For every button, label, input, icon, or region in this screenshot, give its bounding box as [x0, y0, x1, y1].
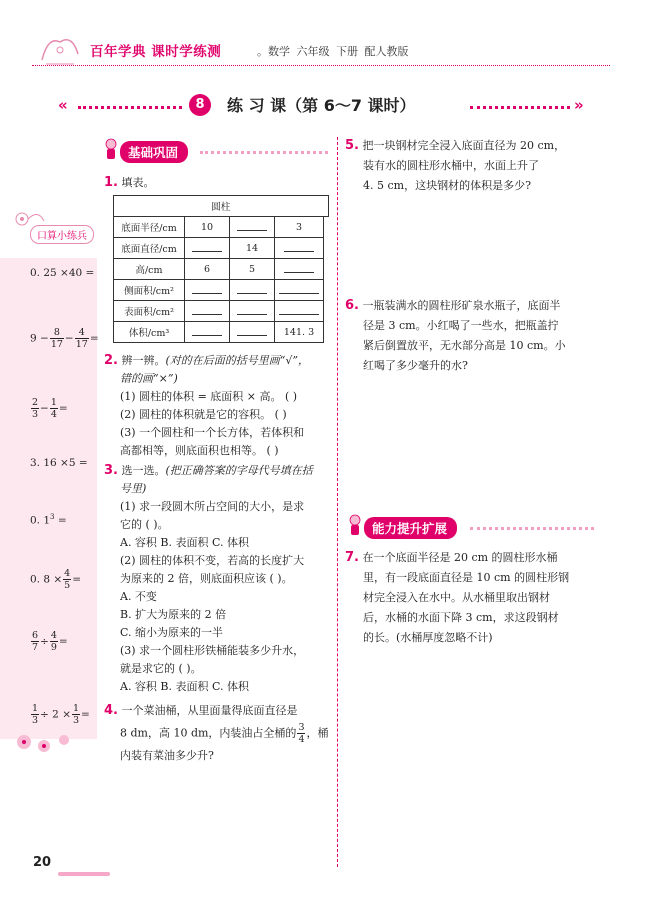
- lesson-number-badge: 8: [189, 94, 211, 116]
- mascot-icon-2: [346, 514, 364, 539]
- flower-decoration-icon: [4, 728, 94, 761]
- lesson-title: 练 习 课（第 6～7 课时）: [227, 96, 416, 115]
- q6: 6. 一瓶装满水的圆柱形矿泉水瓶子，底面半 径是 3 cm。小红喝了一些水，把瓶盖拧 紧后倒置放平，无水部分高是 10 cm。小 红喝了多少毫升的水?: [345, 298, 566, 372]
- brand-logo-icon: [32, 30, 88, 66]
- page-number: 20: [33, 855, 52, 870]
- section-advanced-dots: [470, 527, 594, 530]
- drill-7: $\frac{6}{7}$ ÷ $\frac{4}{9}$ =: [32, 630, 68, 653]
- q7: 7. 在一个底面半径是 20 cm 的圆柱形水桶 里，有一段底面直径是 10 cm 的圆柱形钢 材完全浸入在水中。从水桶里取出钢材 后，水桶的水面下降 3 cm，求这段钢材 的长。(水桶厚度忽略不计): [345, 550, 570, 644]
- drill-8: $\frac{1}{3}$ ÷ 2 × $\frac{1}{3}$ =: [32, 703, 90, 726]
- table-row: 表面积/cm²: [114, 301, 329, 322]
- drill-6: 0. 8 × $\frac{4}{5}$ =: [30, 568, 82, 591]
- q4: 4. 一个菜油桶，从里面量得底面直径是 8 dm，高 10 dm，内装油占全桶的 $\frac{3}{4}$ ，桶 内装有菜油多少升?: [104, 703, 329, 762]
- q2: 2. 辨一辨。(对的在后面的括号里画“√”， 错的画“×”) (1) 圆柱的体积 = 底面积 × 高。 ( ) (2) 圆柱的体积就是它的容积。 ( ) (3) 一个圆柱和一个长方体，若体积和 高都相等，则底面积也相等。 ( ): [104, 353, 310, 457]
- drill-2: 9 − $\frac{8}{17}$ − $\frac{4}{17}$ =: [30, 327, 99, 350]
- title-dots-left: [78, 106, 182, 109]
- header-meta: 。数学 六年级 下册 配人教版: [257, 45, 409, 58]
- left-chevron-icon: «: [58, 96, 68, 114]
- fill-table: [113, 195, 329, 343]
- mascot-icon: [103, 138, 119, 163]
- sidebar-tag: 口算小练兵: [30, 225, 94, 244]
- right-chevron-icon: »: [574, 96, 584, 114]
- column-divider: [337, 137, 338, 867]
- table-row: 高/cm 6 5: [114, 259, 329, 280]
- drill-1: 0. 25 ×40 =: [30, 267, 95, 279]
- section-advanced-heading: 能力提升扩展: [364, 517, 457, 539]
- table-row: 侧面积/cm²: [114, 280, 329, 301]
- table-row: 体积/cm³ 141. 3: [114, 322, 329, 343]
- table-row: 底面半径/cm 10 3: [114, 217, 329, 238]
- q3: 3. 选一选。(把正确答案的字母代号填在括 号里) (1) 求一段圆木所占空间的大小，是求 它的 ( )。 A. 容积 B. 表面积 C. 体积 (2) 圆柱的体积不变，若高的长度扩大 为原来的 2 倍，则底面积应该 ( )。 A. 不变 B. 扩大为原来的 2 倍 C. 缩小为原来的一半 (3) 求一个圆柱形铁桶能装多少升水， 就是求它的 ( )。 A. 容积 B. 表面积 C. 体积: [104, 463, 313, 693]
- section-basic-heading: 基础巩固: [120, 141, 188, 163]
- q1-table-wrap: [113, 195, 329, 343]
- q1: 1. 填表。: [104, 175, 155, 190]
- drill-5: 0. $1^3$ =: [30, 513, 67, 527]
- drill-4: 3. 16 ×5 =: [30, 457, 88, 469]
- table-row: 底面直径/cm 14: [114, 238, 329, 259]
- q5: 5. 把一块钢材完全浸入底面直径为 20 cm， 装有水的圆柱形水桶中，水面上升了 4. 5 cm，这块钢材的体积是多少?: [345, 138, 566, 192]
- drill-3: $\frac{2}{3}$ − $\frac{1}{4}$ =: [32, 397, 68, 420]
- page-number-bar: [58, 872, 110, 876]
- header-divider: [32, 65, 610, 66]
- title-dots-right: [470, 106, 570, 109]
- header-decoration: [32, 30, 88, 69]
- header-brand: 百年学典 课时学练测: [90, 44, 222, 60]
- table-header: 圆柱: [114, 196, 329, 217]
- section-basic-dots: [200, 151, 328, 154]
